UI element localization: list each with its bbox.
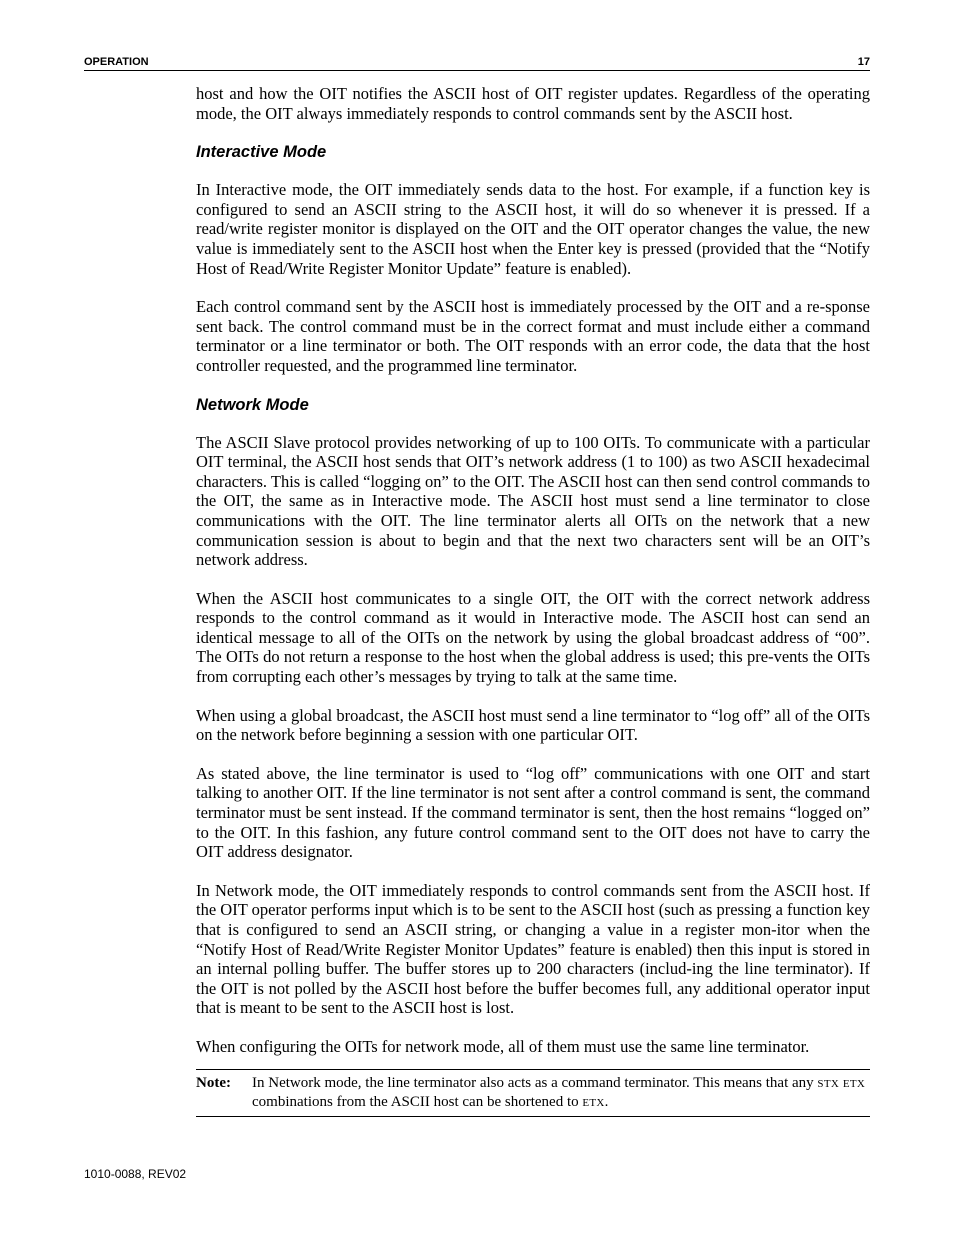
paragraph-network-5: In Network mode, the OIT immediately responds to control commands sent from the ASCII host. If the OIT operator performs input which is to be sent to the ASCII host (such as pressing a function key that is configured to send an ASCII string, or changing a value in a register mon-itor when the “Notify Host of Read/Write Register Monitor Updates” feature is enabled) then this input is stored in an internal polling buffer. The buffer stores up to 200 characters (includ-ing the line terminator). If the OIT is not polled by the ASCII host before the buffer becomes full, any additional operator input that is meant to be sent to the ASCII host is lost. [196,880,870,1018]
document-id: 1010-0088, REV02 [84,1167,187,1181]
note-text-a: In Network mode, the line terminator also acts as a command terminator. This means that any [252,1074,818,1091]
paragraph-network-6: When configuring the OITs for network mode, all of them must use the same line terminator. [196,1036,810,1056]
etx-code: ETX [842,1077,866,1090]
note-box [196,1069,870,1117]
stx-code: STX [817,1077,840,1090]
note-label: Note: [196,1074,231,1091]
page-footer [84,1167,186,1181]
paragraph-network-3: When using a global broadcast, the ASCII host must send a line terminator to “log off” all of the OITs on the network before beginning a session with one particular OIT. [196,705,870,745]
paragraph-network-4: As stated above, the line terminator is used to “log off” communications with one OIT and start talking to another OIT. If the line terminator is not sent after a control command is sent, the command terminator must be sent instead. If the command terminator is sent, then the host remains “logged on” to the OIT. In this fashion, any future control command sent to the OIT does not have to carry the OIT address designator. [196,763,870,862]
page-content [196,84,870,1117]
paragraph-interactive-1: In Interactive mode, the OIT immediately sends data to the host. For example, if a function key is configured to send an ASCII string to the ASCII host, it will do so whenever it is pressed. If a read/write register monitor is displayed on the OIT and the OIT operator changes the value, the new value is immediately sent to the ASCII host when the Enter key is pressed (provided that the “Notify Host of Read/Write Register Monitor Update” feature is enabled). [196,180,870,278]
paragraph-network-1: The ASCII Slave protocol provides networking of up to 100 OITs. To communicate with a particular OIT terminal, the ASCII host sends that OIT’s network address (1 to 100) as two ASCII hexadecimal characters. This is called “logging on” to the OIT. The ASCII host can then send control commands to the OIT, the same as in Interactive mode. The ASCII host must send a line terminator to close communications with the OIT. The line terminator alerts all OITs on the network that a new communication session is about to begin and that the next two characters sent will be an OIT’s network address. [196,432,870,570]
etx-code-2: ETX [582,1096,605,1109]
paragraph-interactive-2: Each control command sent by the ASCII host is immediately processed by the OIT and a re-sponse sent back. The control command must be in the correct format and must include either a command terminator or a line terminator or both. The OIT responds with an error code, the data that the host controller requested, and the programmed line terminator. [196,297,870,375]
note-text [252,1074,870,1112]
page-number: 17 [857,56,870,68]
heading-interactive-mode: Interactive Mode [196,143,327,162]
paragraph-intro: host and how the OIT notifies the ASCII host of OIT register updates. Regardless of the operating mode, the OIT always immediately responds to control commands sent by the ASCII host. [196,84,870,123]
page-header [84,54,870,71]
paragraph-network-2: When the ASCII host communicates to a single OIT, the OIT with the correct network address responds to the control command as it would in Interactive mode. The ASCII host can send an identical message to all of the OITs on the network by using the global broadcast address of “00”. The OITs do not return a response to the host when the global address is used; this pre-vents the OITs from corrupting each other’s messages by trying to talk at the same time. [196,588,870,687]
section-title: OPERATION [84,56,149,68]
heading-network-mode: Network Mode [196,395,309,414]
note-text-b: combinations from the ASCII host can be shortened to [252,1093,583,1110]
note-text-c: . [604,1093,609,1110]
